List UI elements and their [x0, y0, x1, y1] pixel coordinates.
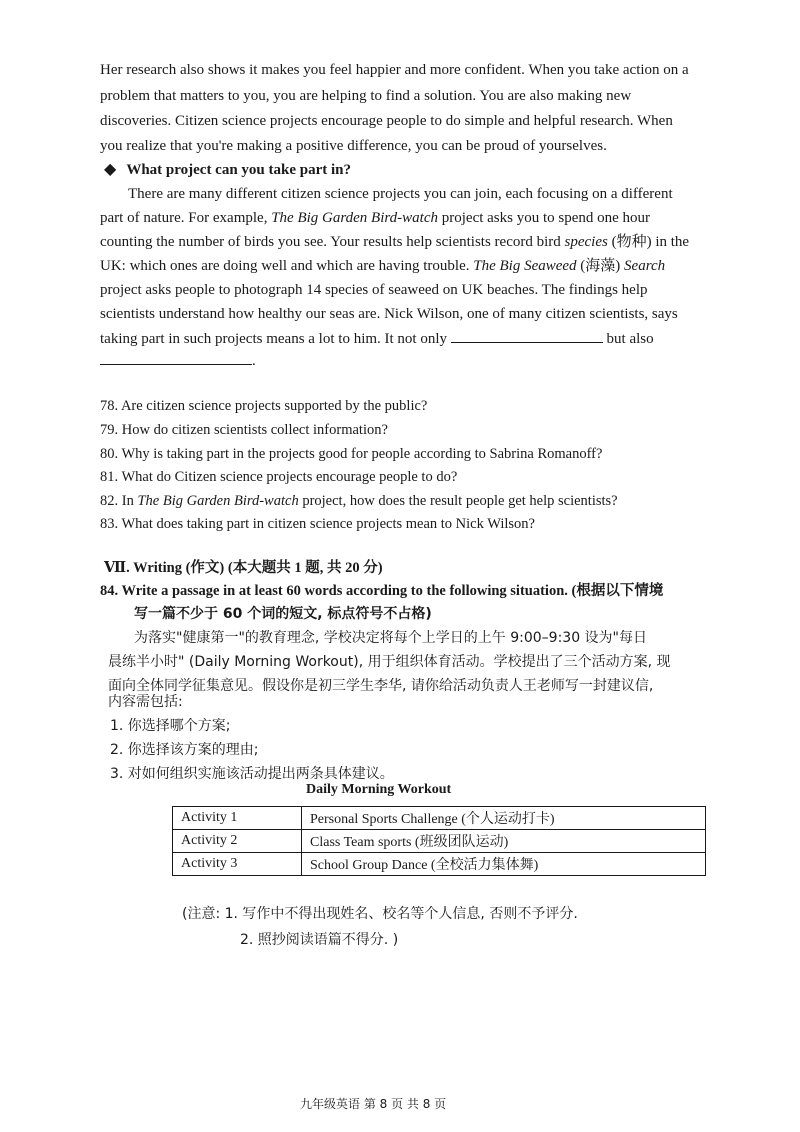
question-80: 80. Why is taking part in the projects good for people according to Sabrina Romanoff?	[100, 446, 603, 462]
table-cell: School Group Dance (全校活力集体舞)	[302, 853, 706, 876]
passage-line: part of nature. For example, The Big Garden Bird-watch project asks you to spend one hour	[100, 210, 651, 226]
table-cell: Class Team sports (班级团队运动)	[302, 830, 706, 853]
question-84-cont: 写一篇不少于 60 个词的短文, 标点符号不占格)	[134, 606, 432, 622]
passage-line: project asks people to photograph 14 species of seaweed on UK beaches. The findings help	[100, 282, 648, 298]
requirement-item: 2. 你选择该方案的理由;	[110, 742, 259, 758]
requirement-item: 3. 对如何组织实施该活动提出两条具体建议。	[110, 766, 394, 782]
passage-line: you realize that you're making a positive difference, you can be proud of yourselves.	[100, 138, 607, 154]
situation-line: 晨练半小时" (Daily Morning Workout), 用于组织体育活动。学校提出了三个活动方案, 现	[108, 654, 671, 670]
passage-line: .	[100, 350, 256, 371]
passage-line: There are many different citizen science projects you can join, each focusing on a different	[128, 186, 673, 202]
activity-table	[172, 806, 706, 876]
requirement-item: 1. 你选择哪个方案;	[110, 718, 231, 734]
writing-section-title: Ⅶ. Writing (作文) (本大题共 1 题, 共 20 分)	[104, 560, 383, 576]
note-line: (注意: 1. 写作中不得出现姓名、校名等个人信息, 否则不予评分.	[182, 906, 578, 922]
passage-line: UK: which ones are doing well and which are having trouble. The Big Seaweed (海藻) Search	[100, 258, 666, 274]
question-84: 84. Write a passage in at least 60 words according to the following situation. (根据以下情境	[100, 583, 664, 599]
question-79: 79. How do citizen scientists collect information?	[100, 422, 388, 438]
passage-line: discoveries. Citizen science projects encourage people to do simple and helpful research. When	[100, 113, 673, 129]
answer-blank[interactable]	[100, 350, 252, 365]
question-81: 81. What do Citizen science projects encourage people to do?	[100, 469, 458, 485]
passage-line: scientists understand how healthy our seas are. Nick Wilson, one of many citizen scientists, says	[100, 306, 678, 322]
diamond-bullet-icon: ◆	[104, 161, 117, 178]
answer-blank[interactable]	[451, 328, 603, 343]
note-line: 2. 照抄阅读语篇不得分. )	[240, 932, 399, 948]
passage-line: Her research also shows it makes you feel happier and more confident. When you take action on a	[100, 62, 689, 78]
table-row	[173, 807, 706, 830]
section-heading: ◆ What project can you take part in?	[104, 161, 352, 178]
table-row	[173, 830, 706, 853]
table-row	[173, 853, 706, 876]
question-83: 83. What does taking part in citizen science projects mean to Nick Wilson?	[100, 516, 535, 532]
table-cell: Activity 3	[173, 853, 302, 876]
page-footer: 九年级英语 第 8 页 共 8 页	[300, 1097, 447, 1111]
table-title: Daily Morning Workout	[306, 782, 452, 797]
table-cell: Personal Sports Challenge (个人运动打卡)	[302, 807, 706, 830]
table-cell: Activity 1	[173, 807, 302, 830]
question-78: 78. Are citizen science projects supported by the public?	[100, 398, 428, 414]
table-cell: Activity 2	[173, 830, 302, 853]
question-82: 82. In The Big Garden Bird-watch project, how does the result people get help scientists?	[100, 493, 618, 509]
situation-line: 面向全体同学征集意见。假设你是初三学生李华, 请你给活动负责人王老师写一封建议信,	[108, 678, 654, 694]
passage-line: counting the number of birds you see. Your results help scientists record bird species (物种) in the	[100, 234, 690, 250]
situation-line: 内容需包括:	[108, 694, 183, 710]
passage-line: problem that matters to you, you are helping to find a solution. You are also making new	[100, 88, 632, 104]
situation-line: 为落实"健康第一"的教育理念, 学校决定将每个上学日的上午 9:00–9:30 设为"每日	[134, 630, 647, 646]
passage-line: taking part in such projects means a lot to him. It not only but also	[100, 328, 654, 349]
